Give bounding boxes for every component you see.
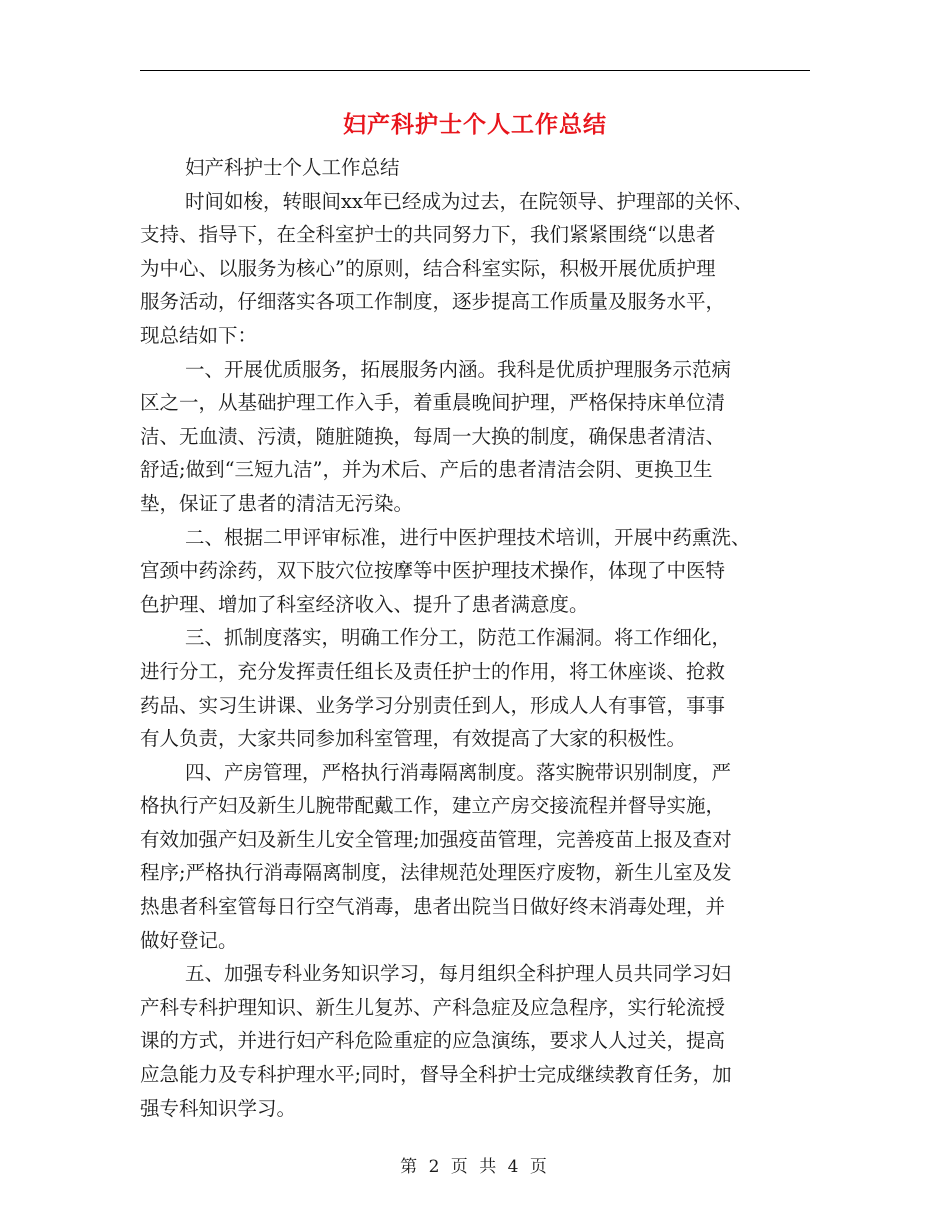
text-line: 区之一，从基础护理工作入手，着重晨晚间护理，严格保持床单位清 (140, 391, 726, 415)
text-line: 支持、指导下，在全科室护士的共同努力下，我们紧紧围绕“以患者 (140, 223, 716, 247)
text-line: 格执行产妇及新生儿腕带配戴工作，建立产房交接流程并督导实施， (140, 794, 726, 818)
text-line: 现总结如下： (140, 323, 258, 347)
text-line: 药品、实习生讲课、业务学习分别责任到人，形成人人有事管，事事 (140, 693, 726, 717)
text-line: 五、加强专科业务知识学习，每月组织全科护理人员共同学习妇 (185, 962, 732, 986)
text-line: 应急能力及专科护理水平;同时，督导全科护士完成继续教育任务，加 (140, 1063, 732, 1087)
text-line: 进行分工，充分发挥责任组长及责任护士的作用，将工休座谈、抢救 (140, 659, 726, 683)
text-line: 课的方式，并进行妇产科危险重症的应急演练，要求人人过关，提高 (140, 1029, 726, 1053)
text-line: 有效加强产妇及新生儿安全管理;加强疫苗管理，完善疫苗上报及查对 (140, 827, 732, 851)
text-line: 一、开展优质服务，拓展服务内涵。我科是优质护理服务示范病 (185, 357, 732, 381)
header-rule (140, 70, 810, 71)
text-line: 四、产房管理，严格执行消毒隔离制度。落实腕带识别制度，严 (185, 760, 732, 784)
text-line: 妇产科护士个人工作总结 (185, 156, 400, 179)
text-line: 强专科知识学习。 (140, 1096, 297, 1120)
text-line: 三、抓制度落实，明确工作分工，防范工作漏洞。将工作细化， (185, 626, 732, 650)
document-body (140, 151, 820, 1125)
text-line: 舒适;做到“三短九洁”，并为术后、产后的患者清洁会阴、更换卫生 (140, 458, 713, 482)
text-line: 程序;严格执行消毒隔离制度，法律规范处理医疗废物，新生儿室及发 (140, 861, 732, 885)
text-line: 垫，保证了患者的清洁无污染。 (140, 491, 414, 515)
text-line: 产科专科护理知识、新生儿复苏、产科急症及应急程序，实行轮流授 (140, 995, 726, 1019)
text-line: 为中心、以服务为核心”的原则，结合科室实际，积极开展优质护理 (140, 256, 716, 280)
text-line: 二、根据二甲评审标准，进行中医护理技术培训，开展中药熏洗、 (185, 525, 751, 549)
text-line: 色护理、增加了科室经济收入、提升了患者满意度。 (140, 592, 589, 616)
text-line: 宫颈中药涂药，双下肢穴位按摩等中医护理技术操作，体现了中医特 (140, 559, 726, 583)
text-line: 有人负责，大家共同参加科室管理，有效提高了大家的积极性。 (140, 727, 687, 751)
text-line: 做好登记。 (140, 928, 238, 952)
text-line: 热患者科室管每日行空气消毒，患者出院当日做好终末消毒处理，并 (140, 895, 726, 919)
text-line: 时间如梭，转眼间xx年已经成为过去，在院领导、护理部的关怀、 (185, 189, 753, 213)
document-title: 妇产科护士个人工作总结 (343, 111, 607, 138)
page-footer: 第 2 页 共 4 页 (400, 1157, 550, 1177)
text-line: 服务活动，仔细落实各项工作制度，逐步提高工作质量及服务水平， (140, 290, 726, 314)
text-line: 洁、无血渍、污渍，随脏随换，每周一大换的制度，确保患者清洁、 (140, 424, 726, 448)
